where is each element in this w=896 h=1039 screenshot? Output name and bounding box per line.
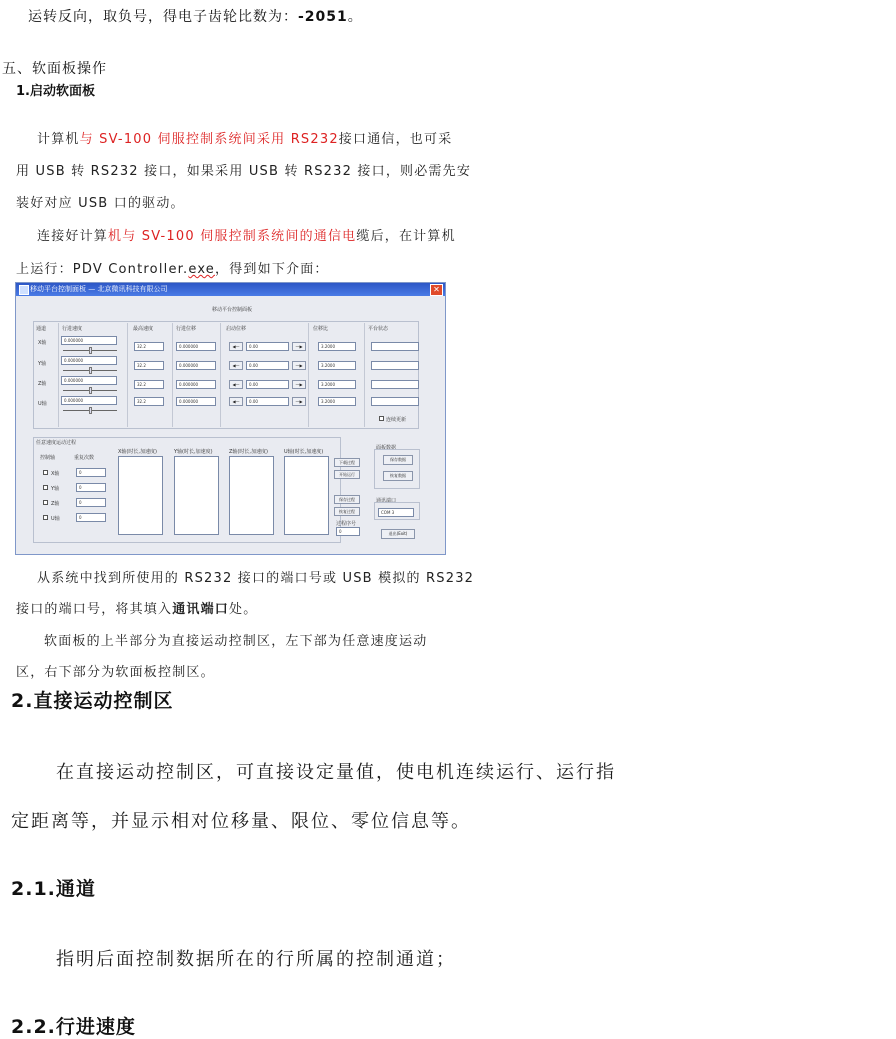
ctrl-axis-header: 控制轴 [40, 455, 56, 461]
section2-heading: 2.直接运动控制区 [11, 690, 174, 712]
para1-text-end: 接口通信，也可采 [338, 132, 453, 147]
step-right-button[interactable]: —▶ [292, 380, 306, 389]
para1-line2: 用 USB 转 RS232 接口，如果采用 USB 转 RS232 接口，则必需先安 [16, 164, 472, 179]
para4-line1: 软面板的上半部分为直接运动控制区，左下部为任意速度运动 [44, 634, 428, 649]
col-separator [127, 323, 128, 427]
restore-data-button[interactable]: 恢复数据 [383, 471, 413, 481]
para3-line2 [16, 598, 257, 617]
speed-slider-thumb[interactable] [89, 367, 92, 374]
step-right-button[interactable]: —▶ [292, 342, 306, 351]
col-separator [58, 323, 59, 427]
continuous-checkbox[interactable] [379, 416, 384, 421]
list-header-u: U轴(时长,加速度) [284, 449, 324, 455]
axis-label: Z轴 [51, 501, 60, 507]
status-field [371, 361, 419, 370]
process-list-y[interactable] [174, 456, 219, 535]
header-status: 平台状态 [368, 326, 389, 332]
process-list-u[interactable] [284, 456, 329, 535]
speed-slider-thumb[interactable] [89, 407, 92, 414]
window-title: 移动平台控制面板 — 北京微讯科技有限公司 [30, 285, 168, 293]
axis-label: X轴 [51, 471, 60, 477]
max-speed-input[interactable]: 32.2 [134, 342, 164, 351]
section5-title: 五、软面板操作 [2, 61, 107, 77]
comm-port-emphasis: 通讯端口 [172, 602, 230, 617]
close-icon[interactable]: ✕ [430, 284, 443, 296]
window-titlebar [16, 283, 445, 296]
para5-line2: 定距离等，并显示相对位移量、限位、零位信息等。 [11, 811, 471, 832]
list-header-y: Y轴(时长,加速度) [174, 449, 213, 455]
repeat-input[interactable]: 0 [76, 483, 106, 492]
para3-text: 接口的端口号，将其填入 [16, 602, 173, 617]
col-separator [308, 323, 309, 427]
start-run-button[interactable]: 开始运行 [334, 470, 360, 479]
para2-text: 连接好计算 [37, 229, 109, 244]
panel-data-title: 面板数据 [376, 445, 397, 451]
para1-text: 计算机 [37, 132, 80, 147]
speed-input[interactable]: 0.000000 [61, 356, 117, 365]
row-channel: Y轴 [38, 361, 47, 367]
para2-line1 [37, 225, 456, 244]
row-channel: U轴 [38, 401, 47, 407]
status-field [371, 342, 419, 351]
para3-text-end: 处。 [229, 602, 258, 617]
intro-value: -2051 [298, 9, 348, 25]
step-left-button[interactable]: ◀— [229, 397, 243, 406]
process-list-z[interactable] [229, 456, 274, 535]
step-right-button[interactable]: —▶ [292, 361, 306, 370]
repeat-input[interactable]: 0 [76, 498, 106, 507]
header-max-speed: 最高速度 [133, 326, 154, 332]
step-left-button[interactable]: ◀— [229, 342, 243, 351]
col-separator [220, 323, 221, 427]
max-speed-input[interactable]: 32.2 [134, 361, 164, 370]
start-input[interactable]: 0.00 [246, 342, 289, 351]
para4-line2: 区，右下部分为软面板控制区。 [16, 665, 215, 680]
speed-input[interactable]: 0.000000 [61, 376, 117, 385]
max-speed-input[interactable]: 32.2 [134, 380, 164, 389]
continuous-label: 连续更新 [386, 417, 407, 423]
repeat-input[interactable]: 0 [76, 513, 106, 522]
displacement-input[interactable]: 0.000000 [176, 361, 216, 370]
status-field [371, 397, 419, 406]
intro-end: 。 [347, 9, 363, 25]
header-channel: 通道 [36, 326, 47, 332]
speed-slider-thumb[interactable] [89, 347, 92, 354]
comm-port-title: 通讯端口 [376, 498, 397, 504]
download-process-button[interactable]: 下载过程 [334, 458, 360, 467]
axis-checkbox[interactable] [43, 500, 48, 505]
para2-text-end: 缆后，在计算机 [356, 229, 456, 244]
para1-line3: 装好对应 USB 口的驱动。 [16, 196, 185, 211]
para1-red-text: 与 SV-100 伺服控制系统间采用 RS232 [79, 132, 339, 147]
panel-title: 移动平台控制面板 [212, 307, 253, 313]
para2-text: 上运行：PDV Controller. [16, 262, 189, 277]
list-header-z: Z轴(时长,加速度) [229, 449, 268, 455]
col-separator [364, 323, 365, 427]
start-input[interactable]: 0.00 [246, 380, 289, 389]
para5-line1: 在直接运动控制区，可直接设定量值，使电机连续运行、运行指 [56, 762, 616, 783]
header-ratio: 位移比 [313, 326, 329, 332]
exe-text: exe [188, 262, 216, 277]
para3-line1: 从系统中找到所使用的 RS232 接口的端口号或 USB 模拟的 RS232 [37, 571, 475, 586]
header-start: 启动位移 [226, 326, 247, 332]
ratio-input[interactable]: 3.2000 [318, 397, 356, 406]
header-displacement: 行进位移 [176, 326, 197, 332]
displacement-input[interactable]: 0.000000 [176, 380, 216, 389]
para1-line1 [37, 128, 452, 147]
step-left-button[interactable]: ◀— [229, 380, 243, 389]
ratio-input[interactable]: 3.2000 [318, 361, 356, 370]
intro-text: 运转反向，取负号，得电子齿轮比数为： [28, 9, 298, 25]
header-speed: 行进速度 [62, 326, 83, 332]
step-left-button[interactable]: ◀— [229, 361, 243, 370]
save-data-button[interactable]: 保存数据 [383, 455, 413, 465]
para2-text-end: ，得到如下介面： [215, 262, 329, 277]
speed-slider-thumb[interactable] [89, 387, 92, 394]
axis-checkbox[interactable] [43, 515, 48, 520]
axis-label: U轴 [51, 516, 60, 522]
max-speed-input[interactable]: 32.2 [134, 397, 164, 406]
speed-input[interactable]: 0.000000 [61, 336, 117, 345]
repeat-input[interactable]: 0 [76, 468, 106, 477]
axis-label: Y轴 [51, 486, 60, 492]
axis-checkbox[interactable] [43, 470, 48, 475]
para2-red-text: 机与 SV-100 伺服控制系统间的通信电 [108, 229, 357, 244]
step-right-button[interactable]: —▶ [292, 397, 306, 406]
intro-line [28, 6, 363, 26]
ratio-input[interactable]: 3.2000 [318, 342, 356, 351]
section21-heading: 2.1.通道 [11, 878, 96, 900]
exit-button[interactable]: 退出(Exit) [381, 529, 415, 539]
process-number-label: 过程序号 [336, 521, 357, 527]
start-input[interactable]: 0.00 [246, 397, 289, 406]
speed-input[interactable]: 0.000000 [61, 396, 117, 405]
status-field [371, 380, 419, 389]
para2-line2 [16, 258, 329, 277]
control-panel-screenshot [15, 282, 446, 555]
displacement-input[interactable]: 0.000000 [176, 397, 216, 406]
list-header-x: X轴(时长,加速度) [118, 449, 157, 455]
comm-port-input[interactable]: COM 3 [378, 508, 414, 517]
ratio-input[interactable]: 3.2000 [318, 380, 356, 389]
axis-checkbox[interactable] [43, 485, 48, 490]
process-list-x[interactable] [118, 456, 163, 535]
row-channel: Z轴 [38, 381, 47, 387]
process-number-input[interactable]: 0 [336, 527, 360, 536]
row-channel: X轴 [38, 340, 47, 346]
displacement-input[interactable]: 0.000000 [176, 342, 216, 351]
save-process-button[interactable]: 保存过程 [334, 495, 360, 504]
app-icon [19, 285, 29, 295]
col-separator [172, 323, 173, 427]
section22-heading: 2.2.行进速度 [11, 1016, 136, 1038]
repeat-header: 重复次数 [74, 455, 95, 461]
para6: 指明后面控制数据所在的行所属的控制通道； [56, 949, 456, 970]
start-input[interactable]: 0.00 [246, 361, 289, 370]
arbitrary-speed-title: 任意速度运动过程 [36, 440, 77, 446]
section1-heading: 1.启动软面板 [16, 84, 95, 99]
restore-process-button[interactable]: 恢复过程 [334, 507, 360, 516]
